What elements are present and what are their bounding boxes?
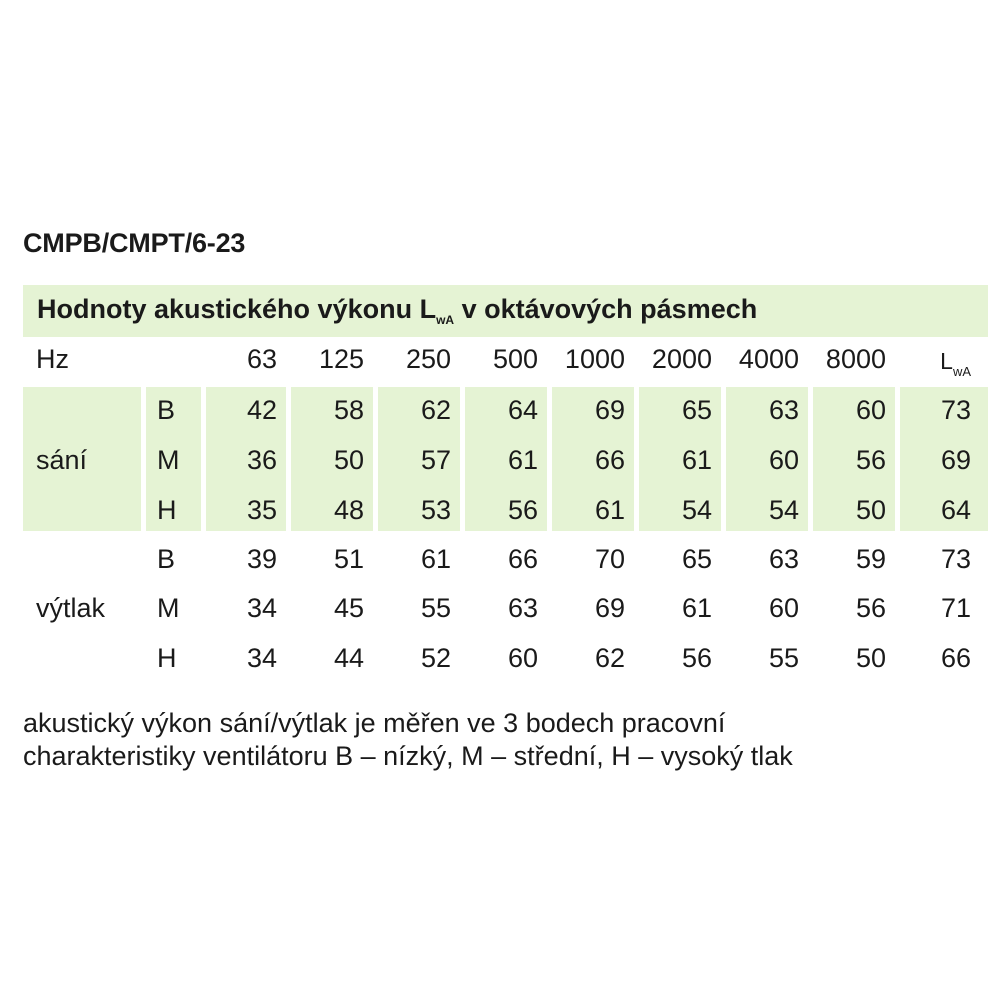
operating-point: B — [157, 544, 176, 574]
table-cell-total: 66 — [940, 643, 971, 673]
table-cell: 60 — [768, 593, 799, 623]
table-cell: 48 — [333, 495, 364, 525]
table-cell: 50 — [333, 445, 364, 475]
table-cell: 65 — [681, 395, 712, 425]
table-cell: 66 — [594, 445, 625, 475]
table-cell: 61 — [681, 593, 712, 623]
table-cell: 56 — [507, 495, 538, 525]
table-cell: 65 — [681, 544, 712, 574]
header-frequency: 63 — [246, 344, 277, 374]
table-cell: 56 — [855, 593, 886, 623]
table-cell: 34 — [246, 593, 277, 623]
caption-subscript: wA — [436, 313, 455, 327]
group-label: sání — [36, 445, 88, 475]
table-cell: 42 — [246, 395, 277, 425]
table-cell: 58 — [333, 395, 364, 425]
table-cell: 61 — [594, 495, 625, 525]
table-cell: 63 — [768, 544, 799, 574]
table-cell: 35 — [246, 495, 277, 525]
table-caption-banner — [23, 285, 988, 337]
table-cell: 61 — [681, 445, 712, 475]
operating-point: H — [157, 643, 177, 673]
table-cell: 60 — [855, 395, 886, 425]
table-cell: 56 — [681, 643, 712, 673]
table-cell: 34 — [246, 643, 277, 673]
table-cell: 56 — [855, 445, 886, 475]
header-frequency: 500 — [492, 344, 538, 374]
footnote-line-1: akustický výkon sání/výtlak je měřen ve 3 bodech pracovní — [23, 708, 726, 738]
footnote-line-2: charakteristiky ventilátoru B – nízký, M – střední, H – vysoký tlak — [23, 741, 793, 771]
table-cell: 51 — [333, 544, 364, 574]
table-cell: 69 — [594, 395, 625, 425]
table-cell: 60 — [507, 643, 538, 673]
table-cell-total: 69 — [940, 445, 971, 475]
table-cell: 44 — [333, 643, 364, 673]
table-cell: 59 — [855, 544, 886, 574]
table-cell: 62 — [594, 643, 625, 673]
header-frequency: 1000 — [564, 344, 625, 374]
table-cell: 36 — [246, 445, 277, 475]
caption-text: Hodnoty akustického výkonu L — [37, 294, 437, 324]
table-cell: 62 — [420, 395, 451, 425]
header-total-label: L — [940, 348, 953, 374]
header-frequency: 4000 — [738, 344, 799, 374]
caption-text-after: v oktávových pásmech — [454, 294, 758, 324]
header-frequency: 250 — [405, 344, 451, 374]
table-cell-total: 71 — [940, 593, 971, 623]
table-cell: 55 — [768, 643, 799, 673]
table-cell: 66 — [507, 544, 538, 574]
table-cell: 55 — [420, 593, 451, 623]
product-title: CMPB/CMPT/6-23 — [23, 228, 246, 258]
table-cell: 45 — [333, 593, 364, 623]
table-cell: 70 — [594, 544, 625, 574]
table-cell: 57 — [420, 445, 451, 475]
table-cell-total: 64 — [940, 495, 971, 525]
table-cell: 60 — [768, 445, 799, 475]
table-cell: 54 — [768, 495, 799, 525]
header-frequency: 125 — [318, 344, 364, 374]
table-cell-total: 73 — [940, 544, 971, 574]
operating-point: M — [157, 593, 180, 623]
table-cell: 69 — [594, 593, 625, 623]
header-total-subscript: wA — [952, 364, 971, 379]
operating-point: M — [157, 445, 180, 475]
table-cell: 64 — [507, 395, 538, 425]
table-cell: 39 — [246, 544, 277, 574]
table-cell: 50 — [855, 495, 886, 525]
group-label: výtlak — [36, 593, 106, 623]
table-cell: 63 — [768, 395, 799, 425]
operating-point: H — [157, 495, 177, 525]
table-cell: 61 — [420, 544, 451, 574]
table-cell: 50 — [855, 643, 886, 673]
table-cell: 53 — [420, 495, 451, 525]
operating-point: B — [157, 395, 176, 425]
table-cell: 52 — [420, 643, 451, 673]
header-total — [891, 345, 971, 388]
footnote — [23, 707, 983, 773]
table-caption — [37, 294, 757, 327]
header-unit: Hz — [36, 344, 69, 374]
table-cell: 63 — [507, 593, 538, 623]
header-frequency: 2000 — [651, 344, 712, 374]
table-cell: 54 — [681, 495, 712, 525]
table-cell-total: 73 — [940, 395, 971, 425]
header-frequency: 8000 — [825, 344, 886, 374]
table-cell: 61 — [507, 445, 538, 475]
